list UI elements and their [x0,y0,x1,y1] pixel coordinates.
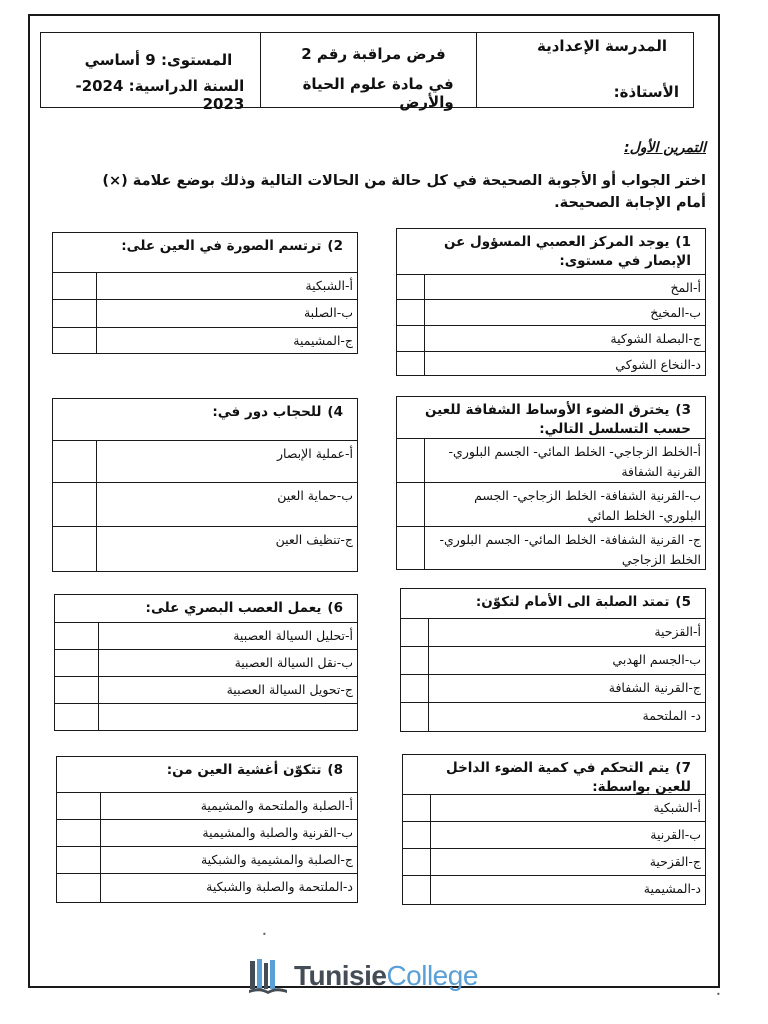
option-label: أ-الشبكية [653,800,701,815]
option-label: ب-الصلبة [303,305,353,320]
option-row [53,527,357,571]
option-label: ب-الجسم الهدبي [612,652,701,667]
question-3 [396,396,706,570]
option-row [55,623,357,650]
option-label: ج-المشيمية [293,333,353,348]
option-row [403,822,705,849]
answer-checkbox[interactable] [55,704,99,730]
option-row [53,483,357,527]
question-number: 2) [327,238,343,254]
logo-text-part2: College [386,960,478,991]
question-number: 3) [675,402,691,418]
answer-checkbox[interactable] [53,483,97,526]
answer-checkbox[interactable] [397,300,425,325]
question-3-head [397,397,705,439]
option-row [53,300,357,328]
option-label: أ-الصلبة والملتحمة والمشيمية [200,798,353,813]
option-label: ج-تنظيف العين [275,532,353,547]
option-row [57,793,357,820]
question-number: 4) [327,404,343,420]
option-row [401,619,705,647]
option-row [403,795,705,822]
question-5-head [401,589,705,619]
option-row [401,647,705,675]
answer-checkbox[interactable] [55,623,99,649]
scan-speck: • [716,990,721,999]
question-text: يخترق الضوء الأوساط الشفافة للعين حسب التسلسل التالي: [424,402,691,437]
option-row [401,703,705,731]
question-7 [402,754,706,905]
option-label: ب-القرنية والصلبة والمشيمية [202,825,353,840]
option-row [403,849,705,876]
option-label: د-المشيمية [643,881,701,896]
answer-checkbox[interactable] [397,275,425,299]
answer-checkbox[interactable] [403,876,431,904]
option-label: ج- القرنية الشفافة- الخلط المائي- الجسم البلوري- الخلط الزجاجي [439,532,701,567]
level: المستوى: 9 أساسي [84,51,233,69]
exercise-instructions: اختر الجواب أو الأجوبة الصحيحة في كل حالة من الحالات التالية وذلك بوضع علامة (×) أمام الإجابة الصحيحة. [102,173,706,211]
question-text: للحجاب دور في: [212,404,322,420]
option-label: أ-الشبكية [305,278,353,293]
answer-checkbox[interactable] [53,527,97,571]
question-2-head [53,233,357,273]
answer-checkbox[interactable] [397,326,425,351]
answer-checkbox[interactable] [397,439,425,482]
question-6-head [55,595,357,623]
answer-checkbox[interactable] [403,849,431,875]
question-number: 7) [675,760,691,776]
option-label: أ-المخ [670,280,701,295]
option-row [53,441,357,483]
question-number: 6) [327,600,343,616]
question-4 [52,398,358,572]
option-label: ب-نقل السيالة العصبية [234,655,353,670]
answer-checkbox[interactable] [57,847,101,873]
option-row [401,675,705,703]
option-row [57,820,357,847]
answer-checkbox[interactable] [403,822,431,848]
option-row [57,874,357,902]
question-7-head [403,755,705,795]
school-year-text: السنة الدراسية: 2024-2023 [75,77,245,113]
option-label: ج-الصلبة والمشيمية والشبكية [200,852,353,867]
question-text: تتكوّن أغشية العين من: [166,762,322,778]
option-label: أ-القزحية [654,624,701,639]
question-4-head [53,399,357,441]
option-row [397,300,705,326]
answer-checkbox[interactable] [403,795,431,821]
question-text: ترتسم الصورة في العين على: [121,238,322,254]
option-row [55,650,357,677]
school-name: المدرسة الإعدادية [537,37,667,55]
header-level-cell [41,33,260,113]
option-row [53,328,357,353]
option-row [57,847,357,874]
question-number: 5) [675,594,691,610]
option-label: ج-القرنية الشفافة [608,680,701,695]
answer-checkbox[interactable] [57,820,101,846]
option-row [55,704,357,730]
question-1-head [397,229,705,275]
school-year [41,77,244,113]
answer-checkbox[interactable] [397,352,425,375]
answer-checkbox[interactable] [401,675,429,702]
answer-checkbox[interactable] [53,328,97,353]
question-number: 1) [675,234,691,250]
option-row [397,483,705,527]
option-label: ب-المخيخ [650,305,701,320]
books-icon [248,957,288,995]
question-number: 8) [327,762,343,778]
answer-checkbox[interactable] [55,650,99,676]
question-text: تمتد الصلبة الى الأمام لتكوّن: [475,594,670,610]
option-row [397,527,705,569]
question-5 [400,588,706,732]
option-row [397,439,705,483]
question-text: يتم التحكم في كمية الضوء الداخل للعين بواسطة: [446,760,691,795]
question-6 [54,594,358,731]
option-label: أ-عملية الإبصار [276,446,353,461]
logo-text-part1: Tunisie [294,960,387,991]
option-label: أ-تحليل السيالة العصبية [233,628,353,643]
scan-speck: • [262,930,267,939]
question-1 [396,228,706,376]
header-school-cell [476,33,693,107]
option-label: ب-حماية العين [277,488,353,503]
exam-subject: في مادة علوم الحياة والأرض [302,75,454,111]
answer-checkbox[interactable] [53,273,97,299]
answer-checkbox[interactable] [401,647,429,674]
answer-checkbox[interactable] [401,703,429,731]
option-row [403,876,705,904]
option-row [53,273,357,300]
option-label [99,704,357,730]
question-text: يوجد المركز العصبي المسؤول عن الإبصار في مستوى: [443,234,691,269]
option-label: ج-القزحية [649,854,701,869]
question-2 [52,232,358,354]
answer-checkbox[interactable] [57,793,101,819]
answer-checkbox[interactable] [57,874,101,902]
teacher-label: الأستاذة: [613,83,679,101]
option-row [55,677,357,704]
option-label: ب-القرنية الشفافة- الخلط الزجاجي- الجسم البلوري- الخلط المائي [474,488,701,523]
option-label: ج-تحويل السيالة العصبية [226,682,353,697]
answer-checkbox[interactable] [53,300,97,327]
option-row [397,352,705,375]
tunisiecollege-logo [248,956,478,996]
header-table [40,32,694,113]
question-text: يعمل العصب البصري على: [145,600,322,616]
question-8-head [57,757,357,793]
option-label: أ-الخلط الزجاجي- الخلط المائي- الجسم البلوري- القرنية الشفافة [448,444,701,479]
exam-title: فرض مراقبة رقم 2 [301,45,446,63]
option-label: ب-القرنية [650,827,701,842]
header-exam-cell [260,33,475,111]
answer-checkbox[interactable] [397,483,425,526]
option-label: د-النخاع الشوكي [615,357,701,372]
option-label: د-الملتحمة والصلبة والشبكية [206,879,353,894]
option-row [397,326,705,352]
option-row [397,275,705,300]
question-8 [56,756,358,903]
answer-checkbox[interactable] [55,677,99,703]
answer-checkbox[interactable] [397,527,425,569]
answer-checkbox[interactable] [53,441,97,482]
logo-text [294,960,478,992]
answer-checkbox[interactable] [401,619,429,646]
exercise-title: التمرين الأول: [623,140,706,156]
option-label: د- الملتحمة [642,708,701,723]
option-label: ج-البصلة الشوكية [610,331,701,346]
